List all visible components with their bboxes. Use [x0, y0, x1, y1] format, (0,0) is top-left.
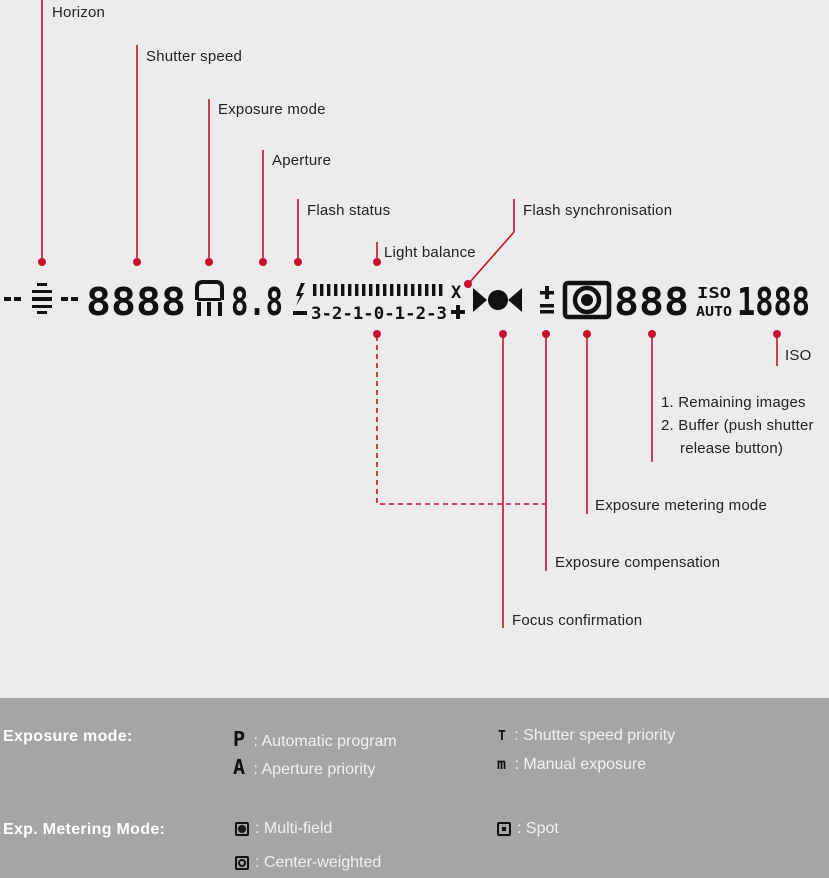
- focus-confirmation-label: Focus confirmation: [512, 612, 643, 629]
- buffer-label-cont: release button): [680, 440, 784, 457]
- iso-label-top: ISO: [697, 284, 731, 302]
- exposure-mode-label: Exposure mode: [218, 101, 326, 118]
- exposure-compensation-icon: [540, 286, 554, 314]
- metering-multi-field-icon: [565, 283, 609, 317]
- dot: [373, 258, 381, 266]
- dot: [38, 258, 46, 266]
- exposure-mode-heading: Exposure mode:: [3, 728, 133, 745]
- center-weighted-text: : Center-weighted: [255, 854, 382, 871]
- dot: [583, 330, 591, 338]
- focus-confirmation-icon: [473, 288, 522, 312]
- manual-text: : Manual exposure: [514, 756, 647, 773]
- dot: [499, 330, 507, 338]
- exposure-compensation-label: Exposure compensation: [555, 554, 721, 571]
- count-digits: 888: [614, 280, 689, 324]
- dot: [373, 330, 381, 338]
- legend-panel: [0, 698, 829, 878]
- lcd-display: [4, 280, 810, 324]
- flash-status-label: Flash status: [307, 202, 391, 219]
- aperture-priority-symbol: A: [233, 755, 246, 779]
- light-balance-scale: 3-2-1-0-1-2-3: [311, 304, 447, 324]
- program-text: : Automatic program: [253, 733, 397, 750]
- spot-icon: [497, 822, 511, 836]
- dot: [464, 280, 472, 288]
- iso-digits: 1888: [737, 280, 810, 324]
- flash-sync-label: Flash synchronisation: [523, 202, 673, 219]
- shutter-priority-symbol: T: [498, 729, 506, 744]
- shutter-digits: 8888: [86, 280, 186, 324]
- shutter-speed-label: Shutter speed: [146, 48, 242, 65]
- light-balance-dashed-line: [377, 336, 546, 504]
- program-symbol: P: [233, 727, 246, 751]
- iso-label: ISO: [785, 347, 812, 364]
- horizon-indicator: [4, 283, 78, 314]
- shutter-priority-text: : Shutter speed priority: [514, 727, 676, 744]
- multi-field-text: : Multi-field: [255, 820, 333, 837]
- light-balance-ticks: [313, 284, 442, 296]
- dot: [542, 330, 550, 338]
- aperture-digits: 8.8: [231, 280, 283, 324]
- legend-aperture-priority: [233, 755, 375, 779]
- aperture-label: Aperture: [272, 152, 332, 169]
- legend-center-weighted: [235, 854, 381, 872]
- dot: [294, 258, 302, 266]
- multi-field-icon: [235, 822, 249, 836]
- aperture-priority-text: : Aperture priority: [253, 761, 376, 778]
- buffer-label: 2. Buffer (push shutter: [661, 417, 814, 434]
- horizon-label: Horizon: [52, 4, 106, 21]
- remaining-images-label: 1. Remaining images: [661, 394, 806, 411]
- flash-sync-x: X: [451, 283, 462, 303]
- flash-sync-plus: [451, 305, 465, 319]
- dot: [259, 258, 267, 266]
- legend-spot: [497, 820, 559, 838]
- manual-symbol: m: [497, 755, 507, 773]
- metering-mode-heading: Exp. Metering Mode:: [3, 821, 166, 838]
- spot-text: : Spot: [517, 820, 559, 837]
- legend-program: [233, 727, 397, 751]
- legend-multi-field: [235, 820, 332, 838]
- center-weighted-icon: [235, 856, 249, 870]
- light-balance-label: Light balance: [384, 244, 476, 261]
- dot: [205, 258, 213, 266]
- dot: [133, 258, 141, 266]
- flash-bolt-icon: [293, 283, 307, 315]
- legend-manual: [497, 755, 646, 774]
- exposure-metering-mode-label: Exposure metering mode: [595, 497, 767, 514]
- legend-shutter-priority: [498, 727, 675, 745]
- iso-label-auto: AUTO: [696, 305, 733, 320]
- dot: [773, 330, 781, 338]
- flash-sync-line: [470, 199, 514, 282]
- dot: [648, 330, 656, 338]
